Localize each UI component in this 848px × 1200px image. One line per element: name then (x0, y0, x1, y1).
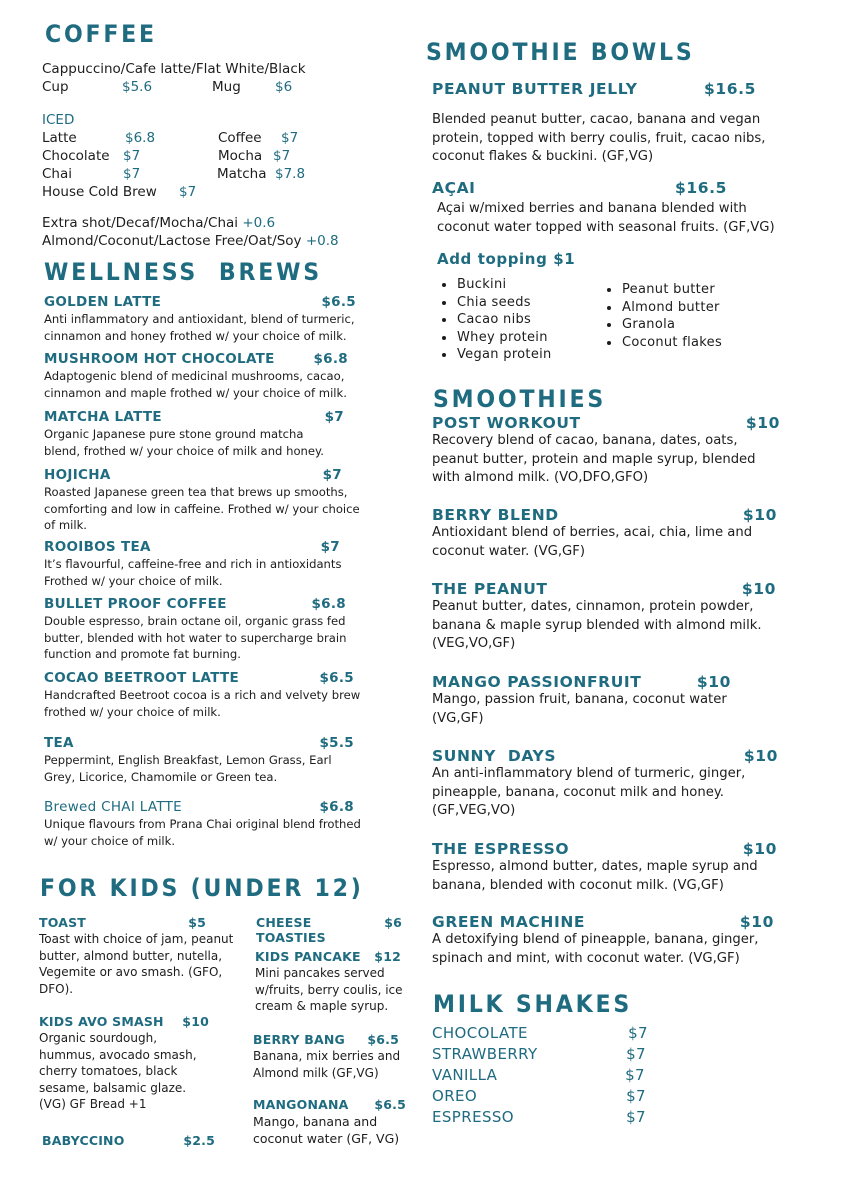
smoothie-item-post-workout (432, 414, 792, 488)
topping-item: Almond butter (603, 299, 722, 317)
item-description: Mango, banana and coconut water (GF, VG) (253, 1114, 400, 1146)
item-price: $6.8 (313, 351, 348, 367)
item-description: A detoxifying blend of pineapple, banana, ginger, spinach and mint, with coconut water. (VG,GF) (432, 932, 759, 966)
item-name: AÇAI (432, 179, 476, 197)
milkshake-list (432, 1024, 652, 1129)
item-price: $7 (322, 467, 342, 483)
item-description: Unique flavours from Prana Chai original blend frothed w/ your choice of milk. (44, 817, 361, 848)
iced-item-name: Chai (42, 166, 73, 182)
item-price: $6.5 (319, 670, 354, 686)
item-name: BULLET PROOF COFFEE (44, 596, 227, 612)
toppings-list-right (603, 281, 722, 351)
item-price: $10 (742, 840, 777, 858)
menu-item-bullet-proof-coffee (44, 596, 384, 663)
item-description: Organic Japanese pure stone ground matcha blend, frothed w/ your choice of milk and honey. (44, 427, 324, 458)
iced-item-price: $7 (123, 148, 141, 164)
smoothie-item-sunny-days (432, 747, 792, 821)
item-price: $5.5 (319, 735, 354, 751)
menu-item-golden-latte (44, 294, 374, 344)
item-name: PEANUT BUTTER JELLY (432, 80, 638, 98)
iced-item-price: $6.8 (125, 130, 156, 146)
topping-item: Chia seeds (438, 294, 552, 312)
item-description: Roasted Japanese green tea that brews up smooths, comforting and low in caffeine. Frothed w/ your choice of milk. (44, 485, 360, 532)
kids-item-toast (39, 915, 239, 997)
item-name: OREO (432, 1087, 478, 1105)
item-name: TEA (44, 735, 74, 751)
item-name: BABYCCINO (42, 1133, 125, 1148)
item-name: TOAST (39, 915, 87, 930)
milkshake-row (432, 1024, 648, 1045)
item-price: $6.8 (319, 799, 354, 815)
cup-price: $5.6 (122, 79, 153, 95)
item-description: Banana, mix berries and Almond milk (GF,VG) (253, 1049, 401, 1080)
milk-shakes-heading: MILK SHAKES (433, 990, 632, 1018)
topping-item: Buckini (438, 276, 552, 294)
item-description: An anti-inflammatory blend of turmeric, ginger, pineapple, banana, coconut milk and honey. (GF,VEG,VO) (432, 766, 746, 818)
iced-item-name: Chocolate (42, 148, 110, 164)
item-name: THE ESPRESSO (432, 840, 570, 858)
item-price: $7 (626, 1087, 646, 1105)
kids-item-avo-smash (39, 1014, 239, 1113)
item-name: MATCHA LATTE (44, 409, 162, 425)
item-price: $7 (324, 409, 344, 425)
iced-item-name: Coffee (218, 130, 262, 146)
item-name: ESPRESSO (432, 1108, 514, 1126)
item-description: Toast with choice of jam, peanut butter, almond butter, nutella, Vegemite or avo smash. (GFO, DFO). (39, 932, 234, 996)
item-price: $7 (625, 1066, 645, 1084)
item-description: Recovery blend of cacao, banana, dates, oats, peanut butter, protein and maple syrup, blended with almond milk. (VO,DFO,GFO) (432, 433, 756, 485)
toppings-list-left (438, 276, 552, 364)
item-price: $6.5 (321, 294, 356, 310)
kids-item-cheese-toasties (256, 915, 402, 945)
item-name: GOLDEN LATTE (44, 294, 162, 310)
iced-item-price: $7.8 (275, 166, 306, 182)
item-name: BERRY BLEND (432, 506, 559, 524)
menu-item-brewed-chai-latte (44, 799, 384, 849)
item-name: COCAO BEETROOT LATTE (44, 670, 240, 686)
topping-item: Cacao nibs (438, 311, 552, 329)
item-name: VANILLA (432, 1066, 498, 1084)
smoothie-bowls-heading: SMOOTHIE BOWLS (426, 38, 695, 66)
item-price: $10 (739, 913, 774, 931)
milk-options-line (42, 232, 339, 250)
item-price: $10 (745, 414, 780, 432)
topping-item: Vegan protein (438, 346, 552, 364)
iced-item-name: Mocha (218, 148, 263, 164)
item-description: Blended peanut butter, cacao, banana and vegan protein, topped with berry coulis, fruit, cacao nibs, coconut flakes & buckini. (GF,VG) (432, 112, 766, 164)
milkshake-row (432, 1108, 646, 1129)
item-description: Mini pancakes served w/fruits, berry coulis, ice cream & maple syrup. (255, 966, 403, 1013)
item-description: Peanut butter, dates, cinnamon, protein powder, banana & maple syrup blended with almond milk. (VEG,VO,GF) (432, 599, 762, 651)
coffee-styles: Cappuccino/Cafe latte/Flat White/Black (42, 61, 306, 77)
iced-item-price: $7 (273, 148, 291, 164)
item-name: CHEESE TOASTIES (256, 915, 326, 945)
wellness-heading: WELLNESS BREWS (44, 258, 322, 286)
item-description: Double espresso, brain octane oil, organic grass fed butter, blended with hot water to supercharge brain function and promote fat burning. (44, 614, 347, 661)
item-description: Organic sourdough, hummus, avocado smash, cherry tomatoes, black sesame, balsamic glaze. (VG) GF Bread +1 (39, 1031, 197, 1111)
cup-label: Cup (42, 79, 69, 95)
item-price: $10 (741, 580, 776, 598)
item-price: $10 (696, 673, 731, 691)
item-name: SUNNY DAYS (432, 747, 557, 765)
kids-heading: FOR KIDS (UNDER 12) (40, 874, 364, 902)
item-name: GREEN MACHINE (432, 913, 586, 931)
smoothie-item-green-machine (432, 913, 792, 968)
menu-item-mushroom-hot-chocolate (44, 351, 374, 401)
smoothies-heading: SMOOTHIES (433, 385, 607, 413)
item-price: $7 (628, 1024, 648, 1042)
item-price: $6 (384, 915, 402, 930)
iced-item-price: $7 (123, 166, 141, 182)
item-price: $5 (188, 915, 206, 930)
iced-heading: ICED (42, 112, 75, 128)
item-name: BERRY BANG (253, 1032, 345, 1047)
menu-item-matcha-latte (44, 409, 374, 459)
milkshake-row (432, 1066, 645, 1087)
mug-label: Mug (212, 79, 241, 95)
milk-options-price: +0.8 (305, 233, 339, 249)
item-price: $6.5 (367, 1032, 399, 1047)
menu-item-tea (44, 735, 384, 785)
iced-item-name: Matcha (217, 166, 267, 182)
extra-shot-price: +0.6 (242, 215, 276, 231)
menu-item-hojicha (44, 467, 374, 534)
item-name: KIDS AVO SMASH (39, 1014, 164, 1029)
kids-item-mangonana (253, 1097, 413, 1147)
topping-item: Peanut butter (603, 281, 722, 299)
item-name: THE PEANUT (432, 580, 548, 598)
item-description: Handcrafted Beetroot cocoa is a rich and velvety brew frothed w/ your choice of milk. (44, 688, 361, 719)
topping-item: Granola (603, 316, 722, 334)
item-price: $16.5 (674, 179, 727, 197)
item-description: Açai w/mixed berries and banana blended with coconut water topped with seasonal fruits. (GF,VG) (437, 201, 775, 235)
item-price: $7 (320, 539, 340, 555)
extra-shot-text: Extra shot/Decaf/Mocha/Chai (42, 215, 239, 231)
item-description: Peppermint, English Breakfast, Lemon Grass, Earl Grey, Licorice, Chamomile or Green tea. (44, 753, 332, 784)
item-name: POST WORKOUT (432, 414, 581, 432)
milkshake-row (432, 1045, 646, 1066)
iced-item-price: $7 (179, 184, 197, 200)
bowl-item-acai (432, 179, 792, 237)
kids-item-berry-bang (253, 1032, 413, 1081)
kids-item-pancake (255, 949, 415, 1015)
menu-item-rooibos-tea (44, 539, 374, 589)
item-name: MANGONANA (253, 1097, 349, 1112)
item-price: $10 (743, 747, 778, 765)
item-description: Antioxidant blend of berries, acai, chia, lime and coconut water. (VG,GF) (432, 525, 753, 559)
item-name: HOJICHA (44, 467, 111, 483)
iced-item-name: House Cold Brew (42, 184, 157, 200)
kids-item-babyccino (42, 1133, 215, 1148)
item-name: Brewed CHAI LATTE (44, 799, 183, 815)
item-name: MUSHROOM HOT CHOCOLATE (44, 351, 275, 367)
item-price: $7 (626, 1045, 646, 1063)
smoothie-item-the-peanut (432, 580, 792, 654)
item-description: Adaptogenic blend of medicinal mushrooms, cacao, cinnamon and maple frothed w/ your choice of milk. (44, 369, 347, 400)
milkshake-row (432, 1087, 646, 1108)
extra-shot-line (42, 214, 275, 232)
item-price: $6.5 (374, 1097, 406, 1112)
iced-item-name: Latte (42, 130, 77, 146)
item-price: $10 (182, 1014, 209, 1029)
item-price: $12 (374, 949, 401, 964)
add-topping-heading: Add topping $1 (437, 250, 576, 268)
item-description: Espresso, almond butter, dates, maple syrup and banana, blended with coconut milk. (VG,GF) (432, 859, 758, 893)
item-name: ROOIBOS TEA (44, 539, 151, 555)
menu-item-cocao-beetroot-latte (44, 670, 384, 720)
item-price: $16.5 (703, 80, 756, 98)
item-name: CHOCOLATE (432, 1024, 528, 1042)
smoothie-item-berry-blend (432, 506, 792, 561)
item-price: $10 (742, 506, 777, 524)
coffee-heading: COFFEE (45, 20, 157, 48)
smoothie-item-the-espresso (432, 840, 792, 895)
iced-item-price: $7 (281, 130, 299, 146)
mug-price: $6 (275, 79, 293, 95)
milk-options-text: Almond/Coconut/Lactose Free/Oat/Soy (42, 233, 302, 249)
bowl-item-pbj (432, 80, 782, 167)
item-price: $7 (626, 1108, 646, 1126)
item-name: MANGO PASSIONFRUIT (432, 673, 642, 691)
topping-item: Whey protein (438, 329, 552, 347)
item-description: Mango, passion fruit, banana, coconut water (VG,GF) (432, 692, 727, 726)
smoothie-item-mango-passionfruit (432, 673, 792, 728)
item-name: KIDS PANCAKE (255, 949, 361, 964)
item-price: $2.5 (183, 1133, 215, 1148)
topping-item: Coconut flakes (603, 334, 722, 352)
item-description: Anti inflammatory and antioxidant, blend of turmeric, cinnamon and honey frothed w/ your choice of milk. (44, 312, 355, 343)
item-description: It’s flavourful, caffeine-free and rich in antioxidants Frothed w/ your choice of milk. (44, 557, 342, 588)
item-price: $6.8 (311, 596, 346, 612)
item-name: STRAWBERRY (432, 1045, 538, 1063)
